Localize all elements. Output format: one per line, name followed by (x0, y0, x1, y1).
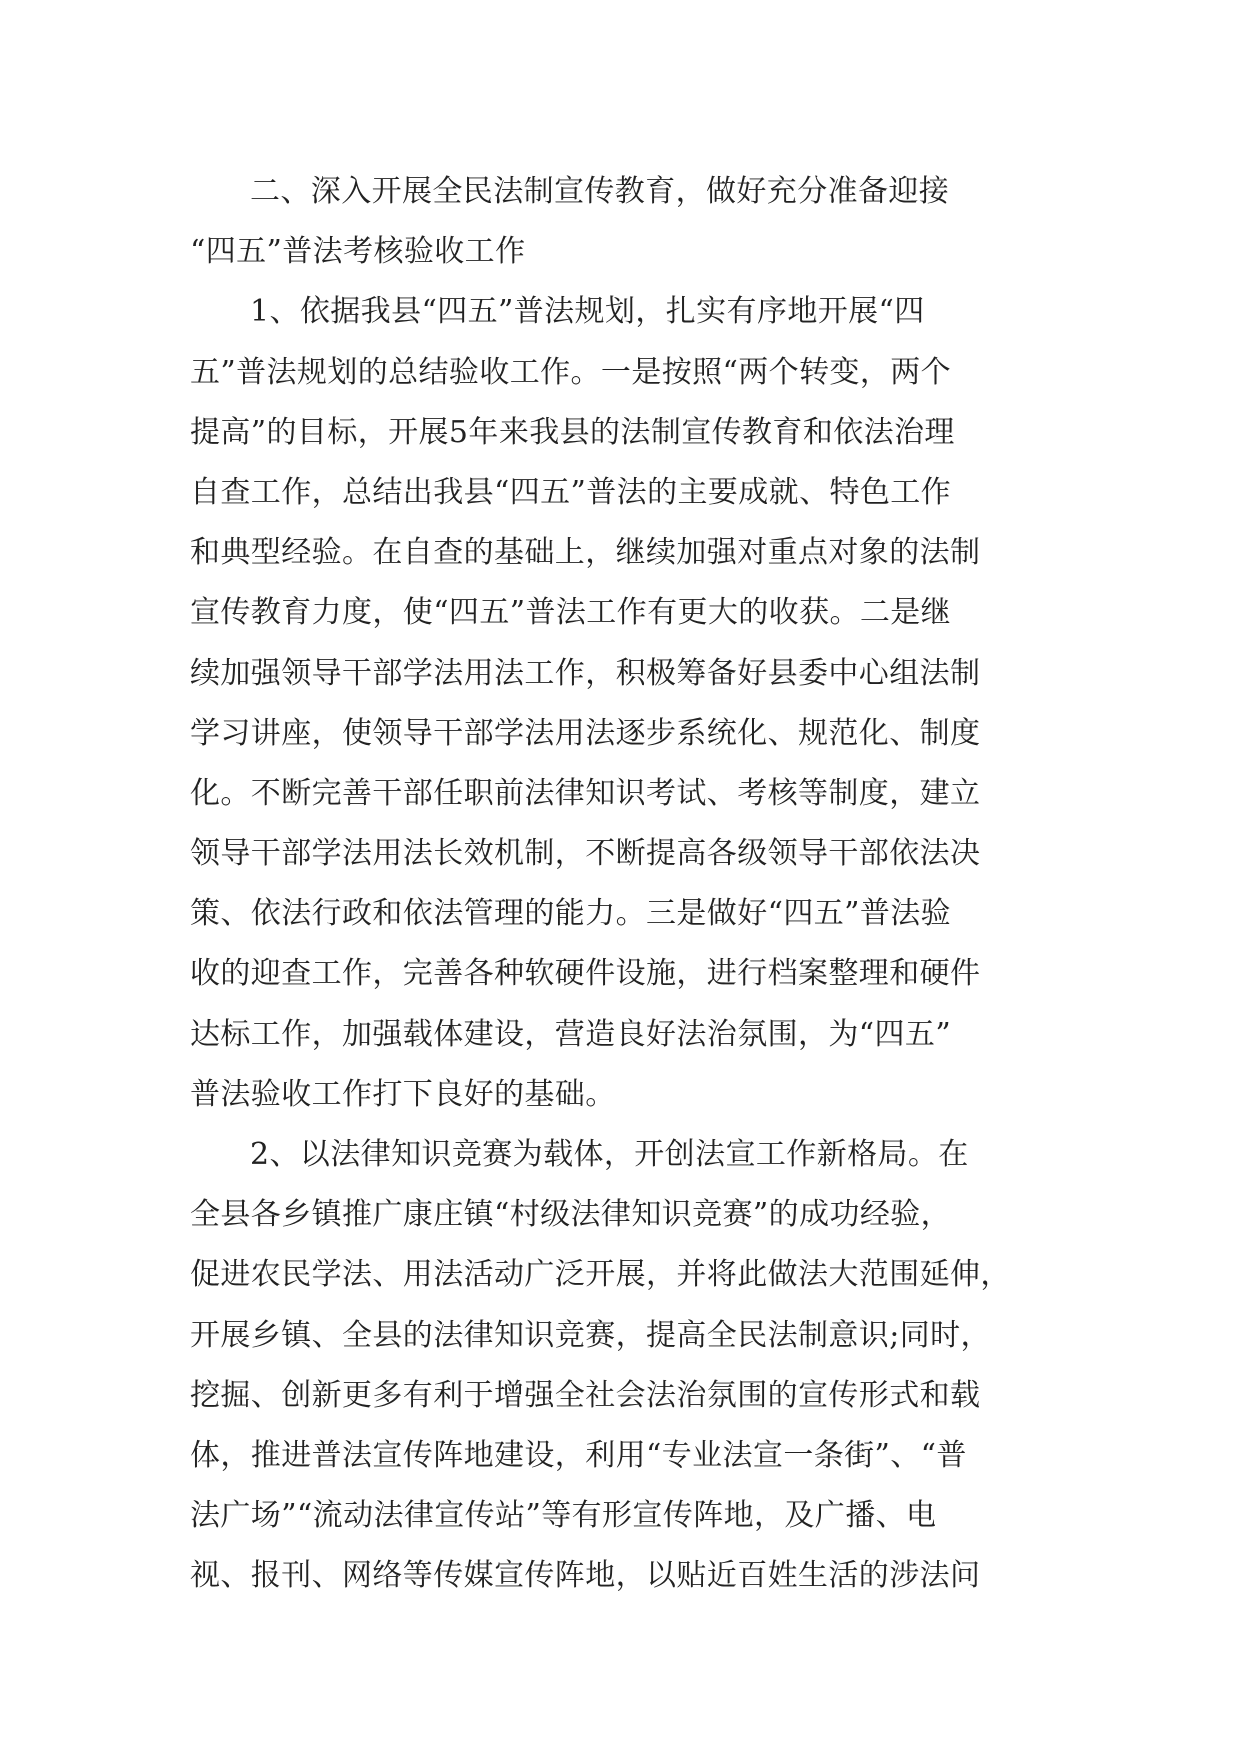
paragraph-2-line-2: 全县各乡镇推广康庄镇“村级法律知识竞赛”的成功经验， (190, 1197, 952, 1233)
paragraph-2-line-4: 开展乡镇、全县的法律知识竞赛，提高全民法制意识;同时， (190, 1317, 991, 1353)
paragraph-1-line-10: 领导干部学法用法长效机制，不断提高各级领导干部依法决 (190, 836, 981, 872)
paragraph-1-line-13: 达标工作，加强载体建设，营造良好法治氛围，为“四五” (190, 1016, 952, 1052)
section-heading-line-1: 二、深入开展全民法制宣传教育，做好充分准备迎接 (250, 174, 950, 209)
paragraph-1-line-7: 续加强领导干部学法用法工作，积极筹备好县委中心组法制 (190, 655, 981, 691)
paragraph-1-line-11: 策、依法行政和依法管理的能力。三是做好“四五”普法验 (190, 896, 952, 932)
document-body (190, 162, 1050, 1607)
paragraph-1-line-12: 收的迎查工作，完善各种软硬件设施，进行档案整理和硬件 (190, 956, 981, 992)
paragraph-1-line-6: 宣传教育力度，使“四五”普法工作有更大的收获。二是继 (190, 595, 952, 631)
section-heading-line-2: “四五”普法考核验收工作 (190, 234, 526, 270)
paragraph-1-line-2: 五”普法规划的总结验收工作。一是按照“两个转变，两个 (190, 354, 952, 390)
paragraph-1-line-14: 普法验收工作打下良好的基础。 (190, 1076, 616, 1112)
paragraph-1-line-1: 1、依据我县“四五”普法规划，扎实有序地开展“四 (250, 294, 925, 330)
paragraph-2-line-3: 促进农民学法、用法活动广泛开展，并将此做法大范围延伸， (190, 1257, 1011, 1293)
paragraph-2-line-6: 体，推进普法宣传阵地建设，利用“专业法宣一条街”、“普 (190, 1437, 967, 1473)
paragraph-1-line-4: 自查工作，总结出我县“四五”普法的主要成就、特色工作 (190, 474, 952, 510)
paragraph-2-line-8: 视、报刊、网络等传媒宣传阵地，以贴近百姓生活的涉法问 (190, 1558, 981, 1594)
paragraph-1-line-5: 和典型经验。在自查的基础上，继续加强对重点对象的法制 (190, 535, 981, 571)
paragraph-1-line-8: 学习讲座，使领导干部学法用法逐步系统化、规范化、制度 (190, 715, 981, 751)
paragraph-2-line-7: 法广场”“流动法律宣传站”等有形宣传阵地，及广播、电 (190, 1498, 937, 1534)
paragraph-1-line-9: 化。不断完善干部任职前法律知识考试、考核等制度，建立 (190, 775, 981, 811)
paragraph-2-line-5: 挖掘、创新更多有利于增强全社会法治氛围的宣传形式和载 (190, 1377, 981, 1413)
paragraph-2-line-1: 2、以法律知识竞赛为载体，开创法宣工作新格局。在 (250, 1137, 969, 1172)
paragraph-1-line-3: 提高”的目标，开展5年来我县的法制宣传教育和依法治理 (190, 414, 955, 450)
